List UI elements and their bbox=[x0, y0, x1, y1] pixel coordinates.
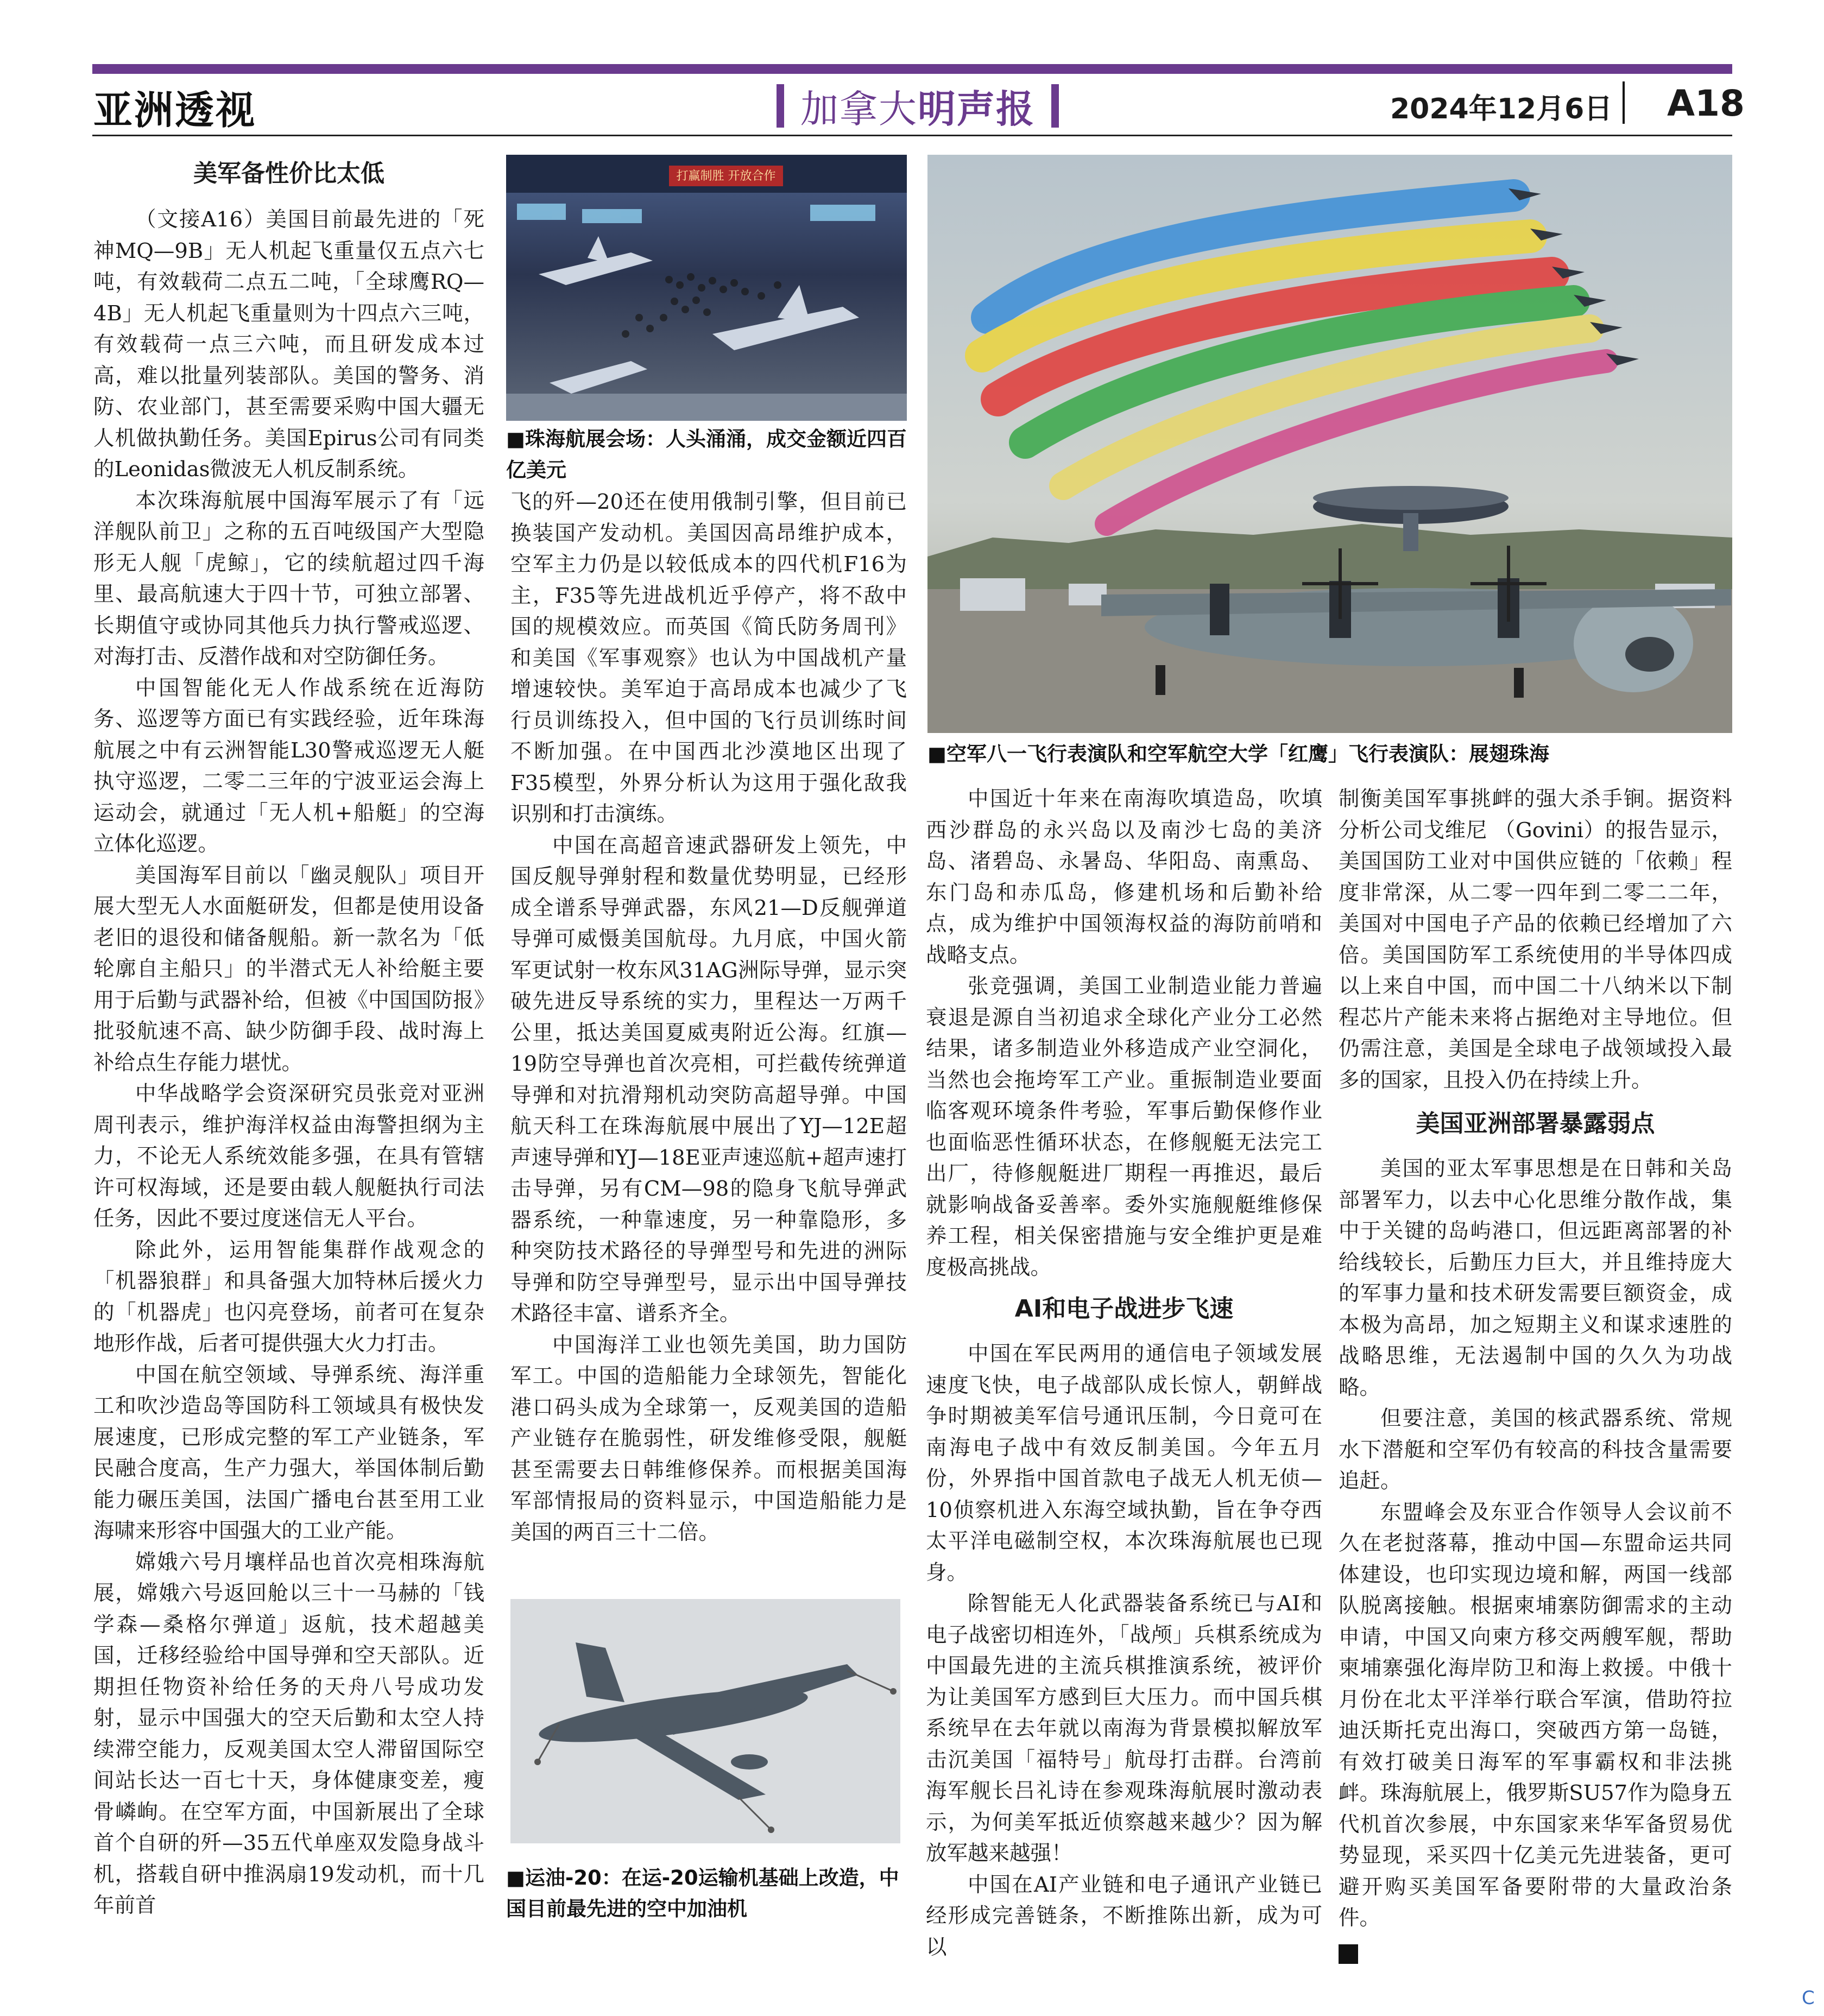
paragraph: 嫦娥六号月壤样品也首次亮相珠海航展，嫦娥六号返回舱以三十一马赫的「钱学森—桑格尔弹道」返航，技术超越美国，迁移经验给中国导弹和空天部队。近期担任物资补给任务的天舟八号成功发射，显示中国强大的空天后勤和太空人持续滞空能力，反观美国太空人滞留国际空间站长达一百七十天，身体健康变差，瘦骨嶙峋。在空军方面，中国新展出了全球首个自研的歼—35五代单座双发隐身战斗机，搭载自研中推涡扇19发动机，而十几年前首 bbox=[93, 1550, 484, 1918]
paragraph: 中国近十年来在南海吹填造岛，吹填西沙群岛的永兴岛以及南沙七岛的美济岛、渚碧岛、永暑岛、华阳岛、南熏岛、东门岛和赤瓜岛，修建机场和后勤补给点，成为维护中国领海权益的海防前哨和战略支点。 bbox=[926, 787, 1322, 968]
paragraph: 张竞强调，美国工业制造业能力普遍衰退是源自当初追求全球化产业分工必然结果，诸多制造业外移造成产业空洞化，当然也会拖垮军工产业。重振制造业要面临客观环境条件考验，军事后勤保修作业也面临恶性循环状态，在修舰艇无法完工出厂，待修舰艇进厂期程一再推迟，最后就影响战备妥善率。委外实施舰艇维修保养工程，相关保密措施与安全维护更是难度极高挑战。 bbox=[926, 974, 1322, 1280]
paragraph: 本次珠海航展中国海军展示了有「远洋舰队前卫」之称的五百吨级国产大型隐形无人舰「虎鲸」，它的续航超过四千海里、最高航速大于四十节，可独立部署、长期值守或协同其他兵力执行警戒巡逻、对海打击、反潜作战和对空防御任务。 bbox=[93, 488, 484, 669]
paragraph: 东盟峰会及东亚合作领导人会议前不久在老挝落幕，推动中国—东盟命运共同体建设，也印实现边境和解，两国一线部队脱离接触。根据柬埔寨防御需求的主动申请，中国又向柬方移交两艘军舰，帮助柬埔寨强化海岸防卫和海上救援。中俄十月份在北太平洋举行联合军演，借助符拉迪沃斯托克出海口，突破西方第一岛链，有效打破美日海军的军事霸权和非法挑衅。珠海航展上，俄罗斯SU57作为隐身五代机首次参展，中东国家来华军备贸易优势显现，采买四十亿美元先进装备，更可避开购买美国军备要附带的大量政治条件。 bbox=[1339, 1500, 1732, 1930]
paragraph: 但要注意，美国的核武器系统、常规水下潜艇和空军仍有较高的科技含量需要追赶。 bbox=[1339, 1406, 1732, 1493]
paper-name-light: 加拿大 bbox=[800, 86, 918, 131]
section-headline: 美军备性价比太低 bbox=[193, 160, 384, 187]
article-column-1 bbox=[93, 157, 484, 1922]
paragraph: 美国的亚太军事思想是在日韩和关岛部署军力，以去中心化思维分散作战，集中于关键的岛屿港口，但远距离部署的补给线较长，后勤压力巨大，并且维持庞大的军事力量和技术研发需要巨额资金，成本极为高昂，加之短期主义和谋求速胜的战略思维，无法遏制中国的久久为功战略。 bbox=[1339, 1156, 1732, 1400]
airshow-photo bbox=[927, 155, 1732, 733]
expo-banner-text: 打赢制胜 开放合作 bbox=[676, 169, 776, 183]
paragraph: 中国智能化无人作战系统在近海防务、巡逻等方面已有实践经验，近年珠海航展之中有云洲智能L30警戒巡逻无人艇执守巡逻，二零二三年的宁波亚运会海上运动会，就通过「无人机+船艇」的空海立体化巡逻。 bbox=[93, 675, 484, 856]
page-number: A18 bbox=[1667, 83, 1745, 124]
tanker-aircraft-photo bbox=[510, 1599, 900, 1843]
paragraph: 除智能无人化武器装备系统已与AI和电子战密切相连外，「战颅」兵棋系统成为中国最先进的主流兵棋推演系统，被评价为让美国军方感到巨大压力。而中国兵棋系统早在去年就以南海为背景模拟解放军击沉美国「福特号」航母打击群。台湾前海军舰长吕礼诗在参观珠海航展时激动表示，为何美军抵近侦察越来越少？因为解放军越来越强！ bbox=[926, 1591, 1322, 1866]
paragraph: 中华战略学会资深研究员张竞对亚洲周刊表示，维护海洋权益由海警担纲为主力，不论无人系统效能多强，在具有管辖许可权海域，还是要由载人舰艇执行司法任务，因此不要过度迷信无人平台。 bbox=[93, 1082, 484, 1231]
airshow-photo-caption: ■空军八一飞行表演队和空军航空大学「红鹰」飞行表演队：展翅珠海 bbox=[927, 742, 1549, 766]
section-title: 亚洲透视 bbox=[93, 87, 257, 133]
tanker-photo-caption: ■运油-20：在运-20运输机基础上改造，中国目前最先进的空中加油机 bbox=[506, 1866, 899, 1920]
paragraph: 美国海军目前以「幽灵舰队」项目开展大型无人水面艇研发，但都是使用设备老旧的退役和储备舰船。新一款名为「低轮廓自主船只」的半潜式无人补给艇主要用于后勤与武器补给，但被《中国国防报》批驳航速不高、缺少防御手段、战时海上补给点生存能力堪忧。 bbox=[93, 863, 484, 1075]
paper-name-bold: 明声报 bbox=[918, 86, 1035, 131]
paragraph: 中国在军民两用的通信电子领域发展速度飞快，电子战部队成长惊人，朝鲜战争时期被美军信号通讯压制，今日竟可在南海电子战中有效反制美国。今年五月份，外界指中国首款电子战无人机无侦—10侦察机进入东海空域执勤，旨在争夺西太平洋电磁制空权，本次珠海航展也已现身。 bbox=[926, 1342, 1322, 1585]
expo-hall-photo bbox=[506, 155, 907, 421]
header-rule bbox=[92, 135, 1732, 136]
header-top-bar bbox=[92, 64, 1732, 74]
paragraph: 中国在航空领域、导弹系统、海洋重工和吹沙造岛等国防科工领域具有极快发展速度，已形成完整的军工产业链条，军民融合度高，生产力强大，举国体制后勤能力碾压美国，法国广播电台甚至用工业海啸来形容中国强大的工业产能。 bbox=[93, 1362, 484, 1543]
issue-date: 2024年12月6日 bbox=[1390, 93, 1613, 125]
paragraph: 制衡美国军事挑衅的强大杀手锏。据资料分析公司戈维尼 （Govini）的报告显示，美国国防工业对中国供应链的「依赖」程度非常深，从二零一四年到二零二二年，美国对中国电子产品的依赖已经增加了六倍。美国国防军工系统使用的半导体四成以上来自中国，而中国二十八纳米以下制程芯片产能未来将占据绝对主导地位。但仍需注意，美国是全球电子战领域投入最多的国家，且投入仍在持续上升。 bbox=[1339, 787, 1732, 1092]
header-separator bbox=[1623, 81, 1625, 124]
paragraph: 飞的歼—20还在使用俄制引擎，但目前已换装国产发动机。美国因高昂维护成本，空军主力仍是以较低成本的四代机F16为主，F35等先进战机近乎停产，将不敌中国的规模效应。而英国《简氏防务周刊》和美国《军事观察》也认为中国战机产量增速较快。美军迫于高昂成本也减少了飞行员训练投入，但中国的飞行员训练时间不断加强。在中国西北沙漠地区出现了F35模型，外界分析认为这用于强化敌我识别和打击演练。 bbox=[510, 490, 907, 826]
masthead-right-bar bbox=[1051, 84, 1059, 128]
section-headline: 美国亚洲部署暴露弱点 bbox=[1416, 1110, 1655, 1137]
article-column-3 bbox=[926, 783, 1322, 1963]
paragraph: 中国在高超音速武器研发上领先，中国反舰导弹射程和数量优势明显，已经形成全谱系导弹武器，东风21—D反舰弹道导弹可威慑美国航母。九月底，中国火箭军更试射一枚东风31AG洲际导弹，显示突破先进反导系统的实力，里程达一万两千公里，抵达美国夏威夷附近公海。红旗—19防空导弹也首次亮相，可拦截传统弹道导弹和对抗滑翔机动突防高超导弹。中国航天科工在珠海航展中展出了YJ—12E超声速导弹和YJ—18E亚声速巡航+超声速打击导弹，另有CM—98的隐身飞航导弹武器系统，一种靠速度，另一种靠隐形，多种突防技术路径的导弹型号和先进的洲际导弹和防空导弹型号，显示出中国导弹技术路径丰富、谱系齐全。 bbox=[510, 833, 907, 1326]
article-end-mark bbox=[1339, 1937, 1732, 1969]
masthead-left-bar bbox=[777, 84, 784, 128]
masthead bbox=[739, 79, 1097, 133]
paragraph: （文接A16）美国目前最先进的「死神MQ—9B」无人机起飞重量仅五点六七吨，有效载荷二点五二吨，「全球鹰RQ—4B」无人机起飞重量则为十四点六三吨，有效载荷一点三六吨，而且研发成本过高，难以批量列装部队。美国的警务、消防、农业部门，甚至需要采购中国大疆无人机做执勤任务。美国Epirus公司有同类的Leonidas微波无人机反制系统。 bbox=[93, 207, 484, 482]
paragraph: 中国海洋工业也领先美国，助力国防军工。中国的造船能力全球领先，智能化港口码头成为全球第一，反观美国的造船产业链存在脆弱性，研发维修受限，舰艇甚至需要去日韩维修保养。而根据美国海军部情报局的资料显示，中国造船能力是美国的两百三十二倍。 bbox=[510, 1332, 907, 1545]
paper-name bbox=[800, 79, 1035, 134]
corner-mark: C bbox=[1802, 1987, 1815, 2009]
article-column-4 bbox=[1339, 783, 1732, 1968]
expo-photo-caption: ■珠海航展会场：人头涌涌，成交金额近四百亿美元 bbox=[506, 427, 907, 482]
article-column-2 bbox=[510, 486, 907, 1548]
paragraph: 除此外，运用智能集群作战观念的「机器狼群」和具备强大加特林后援火力的「机器虎」也闪亮登场，前者可在复杂地形作战，后者可提供强大火力打击。 bbox=[93, 1237, 484, 1356]
end-square-icon bbox=[1339, 1944, 1358, 1964]
section-headline: AI和电子战进步飞速 bbox=[1014, 1295, 1234, 1323]
paragraph: 中国在AI产业链和电子通讯产业链已经形成完善链条，不断推陈出新，成为可以 bbox=[926, 1872, 1322, 1960]
